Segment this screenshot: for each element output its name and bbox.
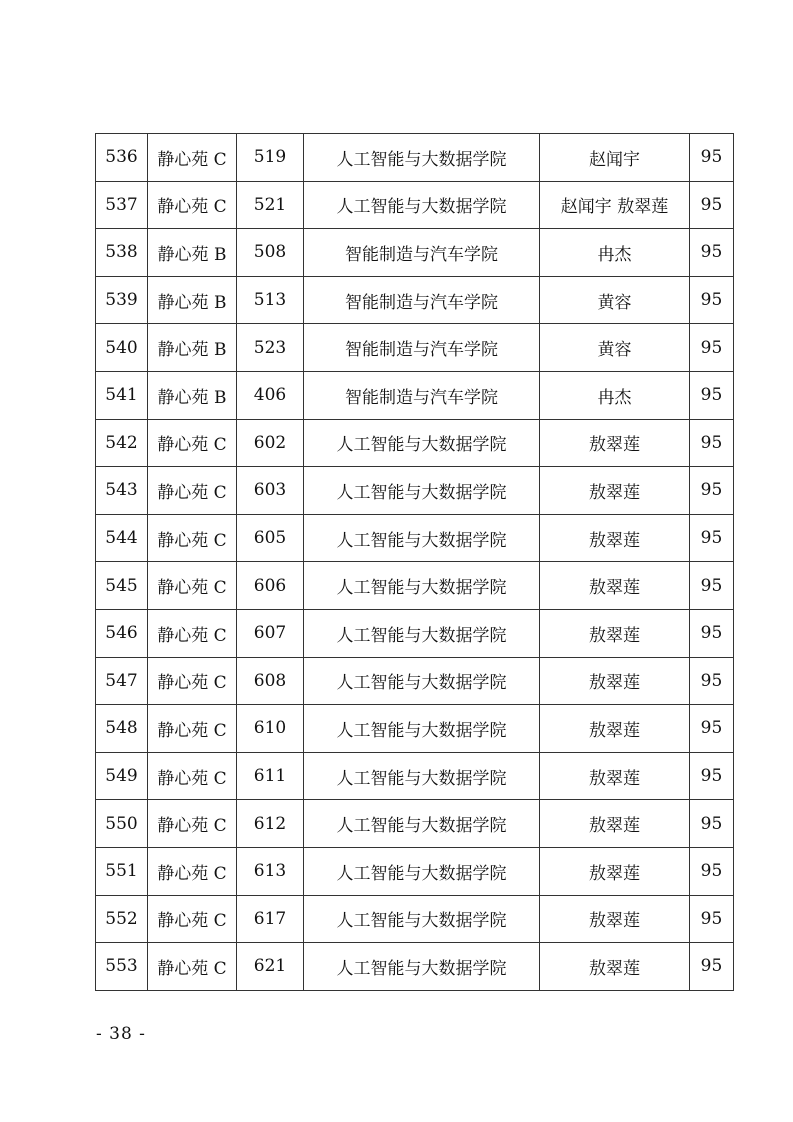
college-cell: 人工智能与大数据学院 (304, 419, 540, 467)
building-cell: 静心苑 C (148, 514, 237, 562)
table-body (96, 134, 734, 991)
score-cell: 95 (690, 276, 734, 324)
score-cell: 95 (690, 514, 734, 562)
table-row (96, 371, 734, 419)
building-cell: 静心苑 C (148, 705, 237, 753)
room-cell: 617 (237, 895, 304, 943)
building-cell: 静心苑 C (148, 752, 237, 800)
room-cell: 605 (237, 514, 304, 562)
score-cell: 95 (690, 943, 734, 991)
college-cell: 人工智能与大数据学院 (304, 895, 540, 943)
building-cell: 静心苑 C (148, 847, 237, 895)
college-cell: 人工智能与大数据学院 (304, 847, 540, 895)
table-row (96, 419, 734, 467)
building-cell: 静心苑 B (148, 371, 237, 419)
table-row (96, 705, 734, 753)
score-cell: 95 (690, 895, 734, 943)
serial-cell: 549 (96, 752, 148, 800)
table-row (96, 847, 734, 895)
table-row (96, 943, 734, 991)
counselor-cell: 敖翠莲 (540, 752, 690, 800)
table-row (96, 229, 734, 277)
building-cell: 静心苑 C (148, 181, 237, 229)
score-cell: 95 (690, 134, 734, 182)
room-cell: 621 (237, 943, 304, 991)
table-row (96, 514, 734, 562)
counselor-cell: 黄容 (540, 324, 690, 372)
score-cell: 95 (690, 847, 734, 895)
score-cell: 95 (690, 562, 734, 610)
score-cell: 95 (690, 324, 734, 372)
building-cell: 静心苑 C (148, 562, 237, 610)
serial-cell: 536 (96, 134, 148, 182)
serial-cell: 548 (96, 705, 148, 753)
room-cell: 406 (237, 371, 304, 419)
score-cell: 95 (690, 229, 734, 277)
room-cell: 606 (237, 562, 304, 610)
table-row (96, 324, 734, 372)
counselor-cell: 敖翠莲 (540, 847, 690, 895)
table-row (96, 895, 734, 943)
college-cell: 人工智能与大数据学院 (304, 467, 540, 515)
college-cell: 人工智能与大数据学院 (304, 562, 540, 610)
table-row (96, 276, 734, 324)
serial-cell: 537 (96, 181, 148, 229)
college-cell: 智能制造与汽车学院 (304, 229, 540, 277)
room-cell: 613 (237, 847, 304, 895)
serial-cell: 541 (96, 371, 148, 419)
counselor-cell: 敖翠莲 (540, 657, 690, 705)
counselor-cell: 敖翠莲 (540, 800, 690, 848)
counselor-cell: 敖翠莲 (540, 895, 690, 943)
counselor-cell: 冉杰 (540, 371, 690, 419)
serial-cell: 547 (96, 657, 148, 705)
table-row (96, 657, 734, 705)
table-row (96, 134, 734, 182)
college-cell: 智能制造与汽车学院 (304, 324, 540, 372)
score-cell: 95 (690, 609, 734, 657)
score-cell: 95 (690, 657, 734, 705)
counselor-cell: 敖翠莲 (540, 609, 690, 657)
counselor-cell: 冉杰 (540, 229, 690, 277)
room-cell: 603 (237, 467, 304, 515)
college-cell: 智能制造与汽车学院 (304, 371, 540, 419)
score-cell: 95 (690, 752, 734, 800)
serial-cell: 553 (96, 943, 148, 991)
building-cell: 静心苑 B (148, 276, 237, 324)
building-cell: 静心苑 C (148, 943, 237, 991)
room-cell: 612 (237, 800, 304, 848)
score-cell: 95 (690, 705, 734, 753)
score-cell: 95 (690, 467, 734, 515)
room-cell: 523 (237, 324, 304, 372)
room-cell: 519 (237, 134, 304, 182)
college-cell: 人工智能与大数据学院 (304, 657, 540, 705)
serial-cell: 545 (96, 562, 148, 610)
counselor-cell: 敖翠莲 (540, 419, 690, 467)
table-row (96, 800, 734, 848)
counselor-cell: 敖翠莲 (540, 467, 690, 515)
room-cell: 607 (237, 609, 304, 657)
serial-cell: 543 (96, 467, 148, 515)
room-cell: 608 (237, 657, 304, 705)
room-cell: 610 (237, 705, 304, 753)
serial-cell: 544 (96, 514, 148, 562)
counselor-cell: 黄容 (540, 276, 690, 324)
college-cell: 人工智能与大数据学院 (304, 752, 540, 800)
counselor-cell: 赵闻宇 (540, 134, 690, 182)
page-number: - 38 - (96, 1024, 146, 1044)
serial-cell: 546 (96, 609, 148, 657)
building-cell: 静心苑 C (148, 609, 237, 657)
serial-cell: 552 (96, 895, 148, 943)
room-cell: 508 (237, 229, 304, 277)
building-cell: 静心苑 C (148, 657, 237, 705)
score-cell: 95 (690, 419, 734, 467)
dormitory-score-table (95, 133, 734, 991)
college-cell: 人工智能与大数据学院 (304, 800, 540, 848)
building-cell: 静心苑 B (148, 229, 237, 277)
serial-cell: 542 (96, 419, 148, 467)
building-cell: 静心苑 C (148, 800, 237, 848)
counselor-cell: 敖翠莲 (540, 943, 690, 991)
room-cell: 513 (237, 276, 304, 324)
counselor-cell: 赵闻宇 敖翠莲 (540, 181, 690, 229)
building-cell: 静心苑 B (148, 324, 237, 372)
college-cell: 人工智能与大数据学院 (304, 609, 540, 657)
college-cell: 人工智能与大数据学院 (304, 943, 540, 991)
building-cell: 静心苑 C (148, 134, 237, 182)
serial-cell: 539 (96, 276, 148, 324)
score-cell: 95 (690, 800, 734, 848)
score-cell: 95 (690, 181, 734, 229)
building-cell: 静心苑 C (148, 419, 237, 467)
counselor-cell: 敖翠莲 (540, 562, 690, 610)
college-cell: 智能制造与汽车学院 (304, 276, 540, 324)
college-cell: 人工智能与大数据学院 (304, 181, 540, 229)
counselor-cell: 敖翠莲 (540, 514, 690, 562)
building-cell: 静心苑 C (148, 467, 237, 515)
counselor-cell: 敖翠莲 (540, 705, 690, 753)
room-cell: 602 (237, 419, 304, 467)
serial-cell: 538 (96, 229, 148, 277)
serial-cell: 540 (96, 324, 148, 372)
college-cell: 人工智能与大数据学院 (304, 514, 540, 562)
table-row (96, 562, 734, 610)
room-cell: 521 (237, 181, 304, 229)
building-cell: 静心苑 C (148, 895, 237, 943)
serial-cell: 551 (96, 847, 148, 895)
college-cell: 人工智能与大数据学院 (304, 134, 540, 182)
score-cell: 95 (690, 371, 734, 419)
college-cell: 人工智能与大数据学院 (304, 705, 540, 753)
table-row (96, 467, 734, 515)
serial-cell: 550 (96, 800, 148, 848)
table-row (96, 752, 734, 800)
table-row (96, 181, 734, 229)
room-cell: 611 (237, 752, 304, 800)
table-row (96, 609, 734, 657)
